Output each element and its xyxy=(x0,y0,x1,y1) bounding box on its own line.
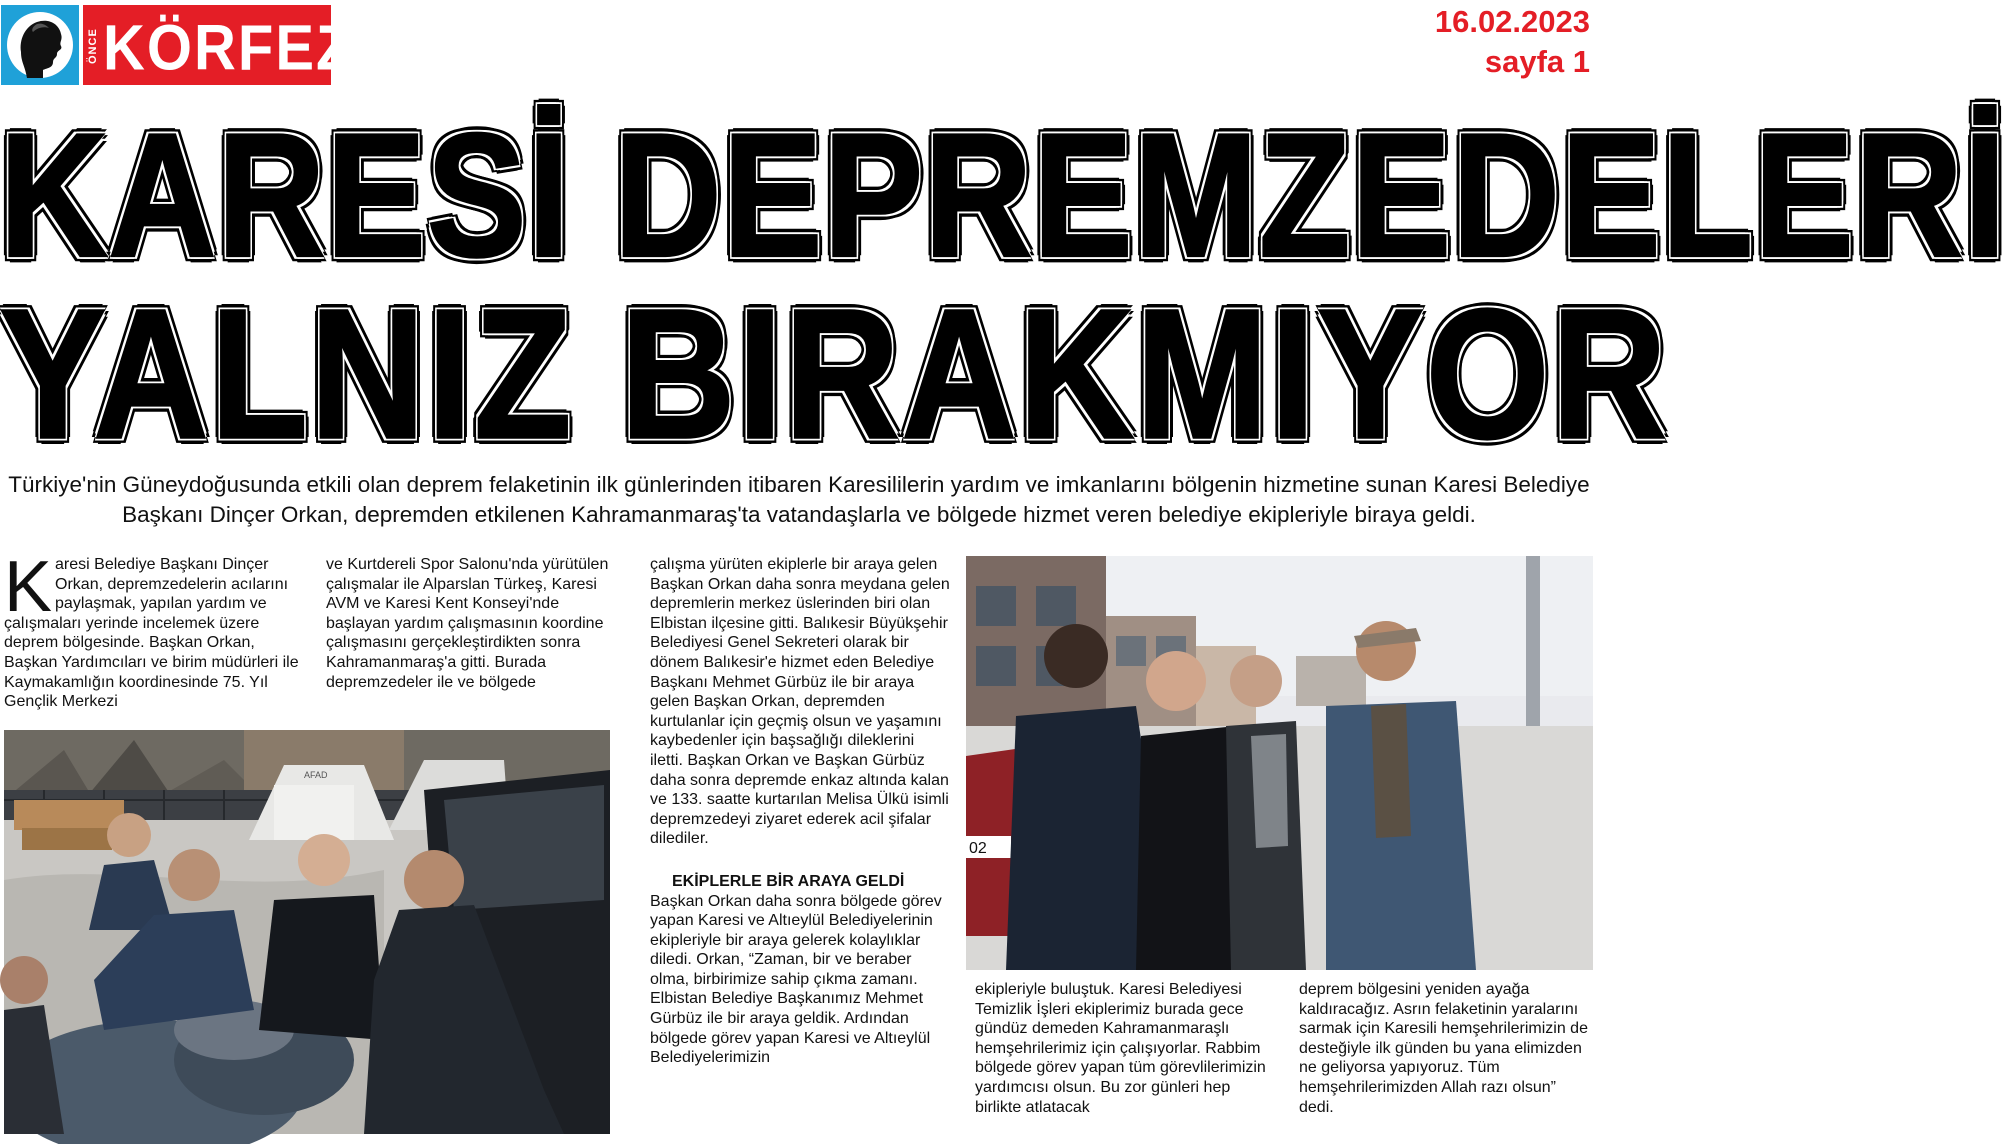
tent-label: AFAD xyxy=(304,770,328,780)
section-subheading: EKİPLERLE BİR ARAYA GELDİ xyxy=(672,872,905,890)
newspaper-logo-emblem xyxy=(1,5,79,85)
article-column-4 xyxy=(975,980,1275,1140)
lead-paragraph: Türkiye'nin Güneydoğusunda etkili olan deprem felaketinin ilk günlerinden itibaren Karesililerin yardım ve imkanlarını bölgenin hizmetine sunan Karesi Belediye Başkanı Dinçer Orkan, depremden etkilenen Kahramanmaraş'ta vatandaşlarla ve bölgede hizmet veren belediye ekipleriyle biraya geldi. xyxy=(8,472,1590,527)
silhouette-portrait-icon xyxy=(7,12,73,78)
article-column-1 xyxy=(4,547,304,715)
column-4-text: ekipleriyle buluştuk. Karesi Belediyesi Temizlik İşleri ekiplerimiz burada gece gündüz demeden Kahramanmaraşlı hemşehrilerimiz için çalışıyorlar. Rabbim bölgede görev yapan tüm görevlilerimizin yardımcısı olsun. Bu zor günleri hep birlikte atlatacak xyxy=(975,981,1266,1116)
photo-mayor-with-officials xyxy=(966,556,1593,970)
column-3-text-continued: Başkan Orkan daha sonra bölgede görev yapan Karesi ve Altıeylül Belediyelerinin ekipleriyle bir araya gelerek kolaylıklar diledi. Orkan, “Zaman, bir ve beraber olma, birbirimize sahip çıkma zamanı. Elbistan Belediye Başkanımız Mehmet Gürbüz ile bir araya geldik. Ardından bölgede görev yapan Karesi ve Altıeylül Belediyelerimizin xyxy=(650,892,942,1067)
logo-once-label: ÖNCE xyxy=(87,28,99,64)
newspaper-logo-wordmark xyxy=(83,5,354,85)
column-2-text: ve Kurtdereli Spor Salonu'nda yürütülen çalışmalar ile Alparslan Türkeş, Karesi AVM ve Karesi Kent Konseyi'nde başlayan yardım çalışmasının koordine çalışmasını gerçekleştirdikten sonra Kahramanmaraş'a gitti. Burada depremzedeler ile ve bölgede xyxy=(326,556,609,691)
photo-aid-workers-at-tents xyxy=(4,730,610,1134)
page-number: sayfa 1 xyxy=(1484,44,1590,79)
column-5-text: deprem bölgesini yeniden ayağa kaldıracağız. Asrın felaketinin yaralarını sarmak için Karesili hemşehrilerimizin de desteğiyle ilk günden bu yana elimizden ne geliyorsa yapıyoruz. Tüm hemşehrilerimizden Allah razı olsun” dedi. xyxy=(1299,981,1588,1116)
article-column-3 xyxy=(650,555,950,1115)
column-3-text: çalışma yürüten ekiplerle bir araya gelen Başkan Orkan daha sonra meydana gelen depremlerin merkez üslerinden biri olan Elbistan ilçesine gitti. Balıkesir Büyükşehir Belediyesi Genel Sekreteri olarak bir dönem Balıkesir'e hizmet eden Belediye Başkanı Mehmet Gürbüz ile bir araya gelen Başkan Orkan, depremden kurtulanlar için geçmiş olsun ve yaşamını kaybedenler için başsağlığı dileklerini iletti. Başkan Orkan ve Başkan Gürbüz daha sonra depremde enkaz altında kalan ve 133. saatte kurtarılan Melisa Ülkü isimli depremzedeyi ziyaret ederek acil şifalar dilediler. xyxy=(650,556,950,848)
issue-date: 16.02.2023 xyxy=(1434,4,1590,39)
drop-cap: K xyxy=(4,547,53,627)
license-plate-text: 02 xyxy=(969,840,987,857)
issue-info xyxy=(1435,2,1590,82)
article-column-5 xyxy=(1299,980,1594,1140)
logo-korfez-label: KÖRFEZ xyxy=(103,12,354,84)
column-1-text: aresi Belediye Başkanı Dinçer Orkan, depremzedelerin acılarını paylaşmak, yapılan yardım ve çalışmaları yerinde incelemek üzere deprem bölgesinde. Başkan Orkan, Başkan Yardımcıları ve birim müdürleri ile Kaymakamlığın koordinesinde 75. Yıl Gençlik Merkezi xyxy=(4,556,299,711)
headline-line-1: KARESİ DEPREMZEDELERİ xyxy=(0,98,2007,294)
headline-line-2: YALNIZ BIRAKMIYOR xyxy=(0,272,1670,477)
article-column-2 xyxy=(326,555,626,715)
